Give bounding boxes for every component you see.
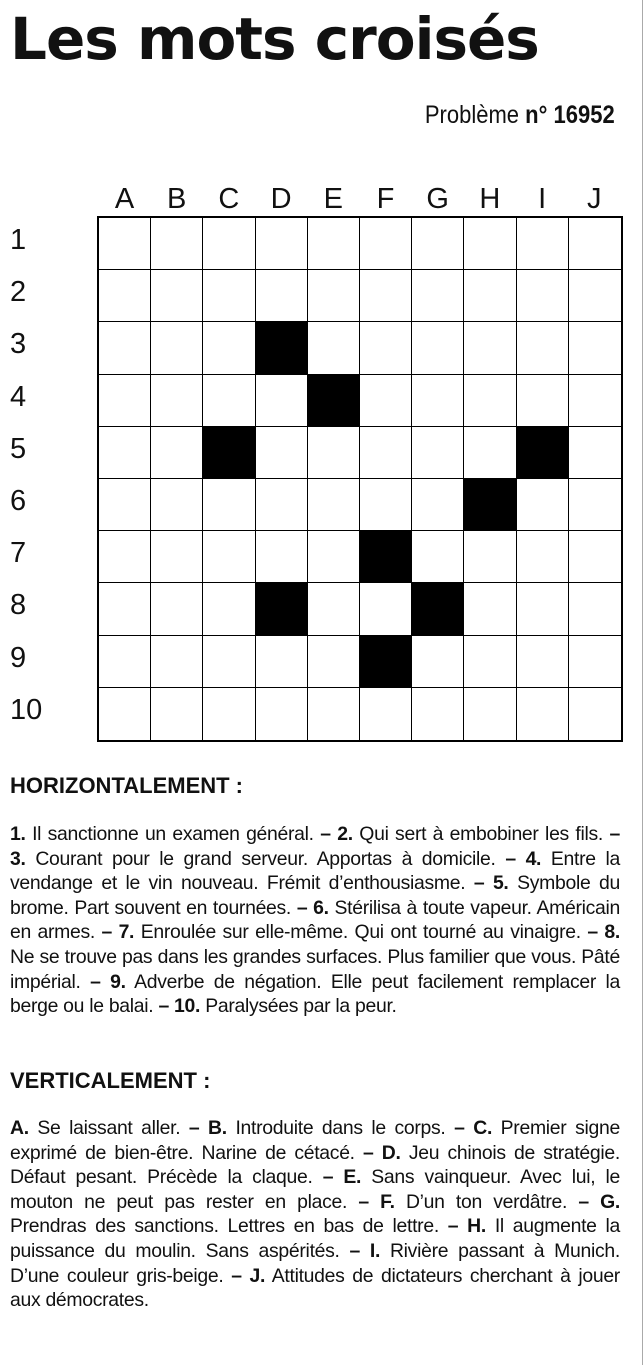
grid-cell-b1[interactable] xyxy=(151,218,203,270)
column-label-j: J xyxy=(587,183,602,215)
page-title: Les mots croisés xyxy=(10,5,539,73)
grid-cell-j10[interactable] xyxy=(569,688,621,740)
horizontal-clue-text: Paralysées par la peur. xyxy=(205,995,397,1018)
vertical-clue-text: Premier signe exprimé de bien-être. Narine de cétacé. xyxy=(10,1117,620,1164)
black-cell-i5 xyxy=(517,427,569,479)
grid-cell-g5[interactable] xyxy=(412,427,464,479)
grid-cell-c7[interactable] xyxy=(203,531,255,583)
grid-cell-a4[interactable] xyxy=(99,375,151,427)
vertical-clue-text: Se laissant aller. xyxy=(37,1117,181,1139)
vertical-heading: VERTICALEMENT : xyxy=(10,1068,211,1093)
grid-cell-j4[interactable] xyxy=(569,375,621,427)
grid-cell-a8[interactable] xyxy=(99,583,151,635)
vertical-clue-number: D. xyxy=(381,1141,401,1164)
black-cell-d8 xyxy=(256,583,308,635)
horizontal-clue-number: 4. xyxy=(525,847,542,870)
vertical-clue-text: Prendras des sanctions. Lettres en bas de lettre. xyxy=(10,1215,439,1238)
horizontal-clue-number: 9. xyxy=(110,970,126,993)
grid-cell-i3[interactable] xyxy=(517,322,569,374)
row-label-1: 1 xyxy=(10,224,27,256)
horizontal-clue-number: 10. xyxy=(174,995,201,1018)
column-label-a: A xyxy=(114,183,135,215)
black-cell-f7 xyxy=(360,531,412,583)
column-label-h: H xyxy=(479,183,501,215)
grid-cell-g2[interactable] xyxy=(412,270,464,322)
grid-cell-i2[interactable] xyxy=(517,270,569,322)
horizontal-clue-text: Courant pour le grand serveur. Apportas à domicile. xyxy=(35,847,496,870)
grid-cell-g1[interactable] xyxy=(412,218,464,270)
horizontal-clue-number: 7. xyxy=(118,921,135,944)
grid-cell-b8[interactable] xyxy=(151,583,203,635)
horizontal-clue-text: Il sanctionne un examen général. xyxy=(32,823,314,845)
horizontal-clue-number: 1. xyxy=(10,823,26,845)
vertical-clue-text: D’un ton verdâtre. xyxy=(405,1190,568,1213)
grid-cell-d4[interactable] xyxy=(256,375,308,427)
grid-cell-e1[interactable] xyxy=(308,218,360,270)
black-cell-f9 xyxy=(360,636,412,688)
row-label-10: 10 xyxy=(10,693,43,726)
black-cell-g8 xyxy=(412,583,464,635)
grid-cell-i8[interactable] xyxy=(517,583,569,635)
grid-cell-a3[interactable] xyxy=(99,322,151,374)
grid-cell-i7[interactable] xyxy=(517,531,569,583)
clue-separator: – xyxy=(580,921,605,944)
grid-cell-d1[interactable] xyxy=(256,218,308,270)
grid-cell-f1[interactable] xyxy=(360,218,412,270)
grid-cell-h9[interactable] xyxy=(464,636,516,688)
vertical-clue-number: F. xyxy=(380,1190,395,1213)
horizontal-clue-text: Enroulée sur elle-même. Qui ont tourné au vinaigre. xyxy=(140,921,581,944)
grid-cell-e8[interactable] xyxy=(308,583,360,635)
row-label-7: 7 xyxy=(10,537,27,570)
black-cell-c5 xyxy=(203,427,255,479)
grid-cell-c9[interactable] xyxy=(203,636,255,688)
vertical-clues xyxy=(10,1116,620,1313)
grid-cell-d6[interactable] xyxy=(256,479,308,531)
vertical-clue-text: Il augmente la puissance du moulin. Sans aspérités. xyxy=(10,1215,621,1262)
grid-cell-i10[interactable] xyxy=(517,688,569,740)
problem-label: Problème xyxy=(425,101,520,129)
vertical-clue-number: B. xyxy=(208,1117,227,1139)
grid-cell-a2[interactable] xyxy=(99,270,151,322)
black-cell-e4 xyxy=(308,375,360,427)
clue-separator: – xyxy=(339,1239,370,1262)
grid-cell-f6[interactable] xyxy=(360,479,412,531)
grid-cell-g10[interactable] xyxy=(412,688,464,740)
grid-cell-e6[interactable] xyxy=(308,479,360,531)
clue-separator: – xyxy=(94,921,119,944)
vertical-clue-number: G. xyxy=(600,1190,620,1213)
grid-cell-e7[interactable] xyxy=(308,531,360,583)
horizontal-clue-text: Entre la vendange et le vin nouveau. Frémit d’enthousiasme. xyxy=(10,847,620,895)
grid-cell-b4[interactable] xyxy=(151,375,203,427)
grid-cell-j5[interactable] xyxy=(569,427,621,479)
grid-cell-b9[interactable] xyxy=(151,636,203,688)
grid-cell-i1[interactable] xyxy=(517,218,569,270)
grid-cell-h5[interactable] xyxy=(464,427,516,479)
problem-number-prefix: n° xyxy=(525,101,548,129)
vertical-clue-number: A. xyxy=(10,1117,29,1139)
grid-cell-g9[interactable] xyxy=(412,636,464,688)
black-cell-h6 xyxy=(464,479,516,531)
grid-cell-c2[interactable] xyxy=(203,270,255,322)
grid-cell-c4[interactable] xyxy=(203,375,255,427)
horizontal-clue-text: Qui sert à embobiner les fils. xyxy=(359,823,604,845)
grid-cell-f2[interactable] xyxy=(360,270,412,322)
column-label-b: B xyxy=(167,183,187,215)
grid-cell-j8[interactable] xyxy=(569,583,621,635)
grid-cell-e9[interactable] xyxy=(308,636,360,688)
column-label-g: G xyxy=(426,183,449,215)
vertical-clue-text: Rivière passant à Munich. D’une couleur gris-beige. xyxy=(10,1239,620,1287)
clue-separator: – xyxy=(354,1141,382,1164)
horizontal-heading: HORIZONTALEMENT : xyxy=(10,773,244,798)
grid-cell-b2[interactable] xyxy=(151,270,203,322)
grid-cell-c8[interactable] xyxy=(203,583,255,635)
column-label-d: D xyxy=(270,183,292,215)
horizontal-clues xyxy=(10,822,620,1019)
grid-cell-b3[interactable] xyxy=(151,322,203,374)
grid-cell-h10[interactable] xyxy=(464,688,516,740)
grid-cell-i4[interactable] xyxy=(517,375,569,427)
vertical-clue-text: Introduite dans le corps. xyxy=(235,1117,446,1139)
grid-cell-i9[interactable] xyxy=(517,636,569,688)
problem-number xyxy=(425,98,615,132)
black-cell-d3 xyxy=(256,322,308,374)
vertical-clue-text: Sans vainqueur. Avec lui, le mouton ne peut pas rester en place. xyxy=(10,1166,620,1213)
problem-number-value: 16952 xyxy=(553,101,615,129)
grid-cell-c10[interactable] xyxy=(203,688,255,740)
grid-cell-f4[interactable] xyxy=(360,375,412,427)
row-label-5: 5 xyxy=(10,432,27,465)
grid-cell-g6[interactable] xyxy=(412,479,464,531)
grid-cell-j1[interactable] xyxy=(569,218,621,270)
grid-cell-i6[interactable] xyxy=(517,479,569,531)
grid-cell-a6[interactable] xyxy=(99,479,151,531)
grid-cell-g7[interactable] xyxy=(412,531,464,583)
vertical-clue-number: I. xyxy=(369,1239,381,1262)
grid-cell-e5[interactable] xyxy=(308,427,360,479)
clue-separator: – xyxy=(567,1190,601,1213)
grid-cell-c3[interactable] xyxy=(203,322,255,374)
row-label-8: 8 xyxy=(10,589,27,622)
vertical-clue-number: J. xyxy=(249,1264,266,1287)
clue-separator: – xyxy=(495,847,526,870)
grid-cell-c6[interactable] xyxy=(203,479,255,531)
horizontal-clue-text: Symbole du brome. Part souvent en tournées. xyxy=(10,872,620,919)
grid-cell-h3[interactable] xyxy=(464,322,516,374)
horizontal-clue-text: Adverbe de négation. Elle peut facilement remplacer la berge ou le balai. xyxy=(10,970,620,1018)
grid-cell-a10[interactable] xyxy=(99,688,151,740)
clue-separator: – xyxy=(153,995,175,1018)
grid-cell-d2[interactable] xyxy=(256,270,308,322)
grid-cell-b6[interactable] xyxy=(151,479,203,531)
vertical-clue-text: Jeu chinois de stratégie. Défaut pesant. Précède la claque. xyxy=(10,1141,620,1189)
grid-cell-h4[interactable] xyxy=(464,375,516,427)
grid-cell-c1[interactable] xyxy=(203,218,255,270)
grid-cell-a1[interactable] xyxy=(99,218,151,270)
column-label-f: F xyxy=(376,183,395,215)
grid-cell-b10[interactable] xyxy=(151,688,203,740)
grid-cell-g4[interactable] xyxy=(412,375,464,427)
clue-separator: – xyxy=(291,896,314,919)
grid-cell-d7[interactable] xyxy=(256,531,308,583)
clue-separator: – xyxy=(312,1166,344,1189)
grid-cell-b7[interactable] xyxy=(151,531,203,583)
clue-separator: – xyxy=(438,1215,468,1238)
horizontal-clue-number: 6. xyxy=(313,896,329,919)
clue-separator: – xyxy=(180,1117,209,1139)
grid-cell-g3[interactable] xyxy=(412,322,464,374)
horizontal-clue-number: 8. xyxy=(604,921,620,944)
crossword-grid xyxy=(97,216,623,742)
vertical-clue-number: H. xyxy=(467,1215,486,1238)
grid-cell-j6[interactable] xyxy=(569,479,621,531)
grid-cell-e3[interactable] xyxy=(308,322,360,374)
grid-cell-d10[interactable] xyxy=(256,688,308,740)
grid-cell-f8[interactable] xyxy=(360,583,412,635)
grid-cell-j3[interactable] xyxy=(569,322,621,374)
clue-separator: – xyxy=(347,1190,381,1213)
grid-cell-h7[interactable] xyxy=(464,531,516,583)
grid-cell-f10[interactable] xyxy=(360,688,412,740)
horizontal-clue-number: 2. xyxy=(337,823,353,845)
row-label-3: 3 xyxy=(10,328,27,361)
grid-cell-h8[interactable] xyxy=(464,583,516,635)
vertical-clue-number: E. xyxy=(343,1166,362,1189)
clue-separator: – xyxy=(313,823,338,845)
grid-cell-b5[interactable] xyxy=(151,427,203,479)
row-label-6: 6 xyxy=(10,485,27,517)
clue-separator: – xyxy=(465,872,493,895)
row-label-4: 4 xyxy=(10,380,27,413)
grid-cell-h2[interactable] xyxy=(464,270,516,322)
clue-separator: – xyxy=(223,1264,250,1287)
clue-separator: – xyxy=(80,970,111,993)
grid-cell-a7[interactable] xyxy=(99,531,151,583)
grid-cell-d5[interactable] xyxy=(256,427,308,479)
vertical-clue-number: C. xyxy=(473,1117,493,1139)
column-label-c: C xyxy=(218,183,240,215)
grid-cell-e10[interactable] xyxy=(308,688,360,740)
grid-cell-d9[interactable] xyxy=(256,636,308,688)
grid-cell-j2[interactable] xyxy=(569,270,621,322)
horizontal-clue-text: Stérilisa à toute vapeur. Américain en armes. xyxy=(10,896,620,944)
grid-cell-f3[interactable] xyxy=(360,322,412,374)
grid-cell-e2[interactable] xyxy=(308,270,360,322)
horizontal-clue-text: Ne se trouve pas dans les grandes surfaces. Plus familier que vous. Pâté impérial. xyxy=(10,945,620,993)
column-label-e: E xyxy=(323,183,343,215)
clue-separator: – xyxy=(445,1117,474,1139)
column-label-i: I xyxy=(538,183,547,215)
horizontal-clue-number: 3. xyxy=(10,847,26,870)
grid-cell-a9[interactable] xyxy=(99,636,151,688)
clue-separator: – xyxy=(603,823,621,845)
row-label-9: 9 xyxy=(10,641,27,674)
grid-cell-j7[interactable] xyxy=(569,531,621,583)
vertical-clue-text: Attitudes de dictateurs cherchant à jouer aux démocrates. xyxy=(10,1264,620,1312)
grid-cell-j9[interactable] xyxy=(569,636,621,688)
grid-cell-h1[interactable] xyxy=(464,218,516,270)
horizontal-clue-number: 5. xyxy=(492,872,509,895)
grid-cell-f5[interactable] xyxy=(360,427,412,479)
grid-cell-a5[interactable] xyxy=(99,427,151,479)
row-label-2: 2 xyxy=(10,276,27,309)
